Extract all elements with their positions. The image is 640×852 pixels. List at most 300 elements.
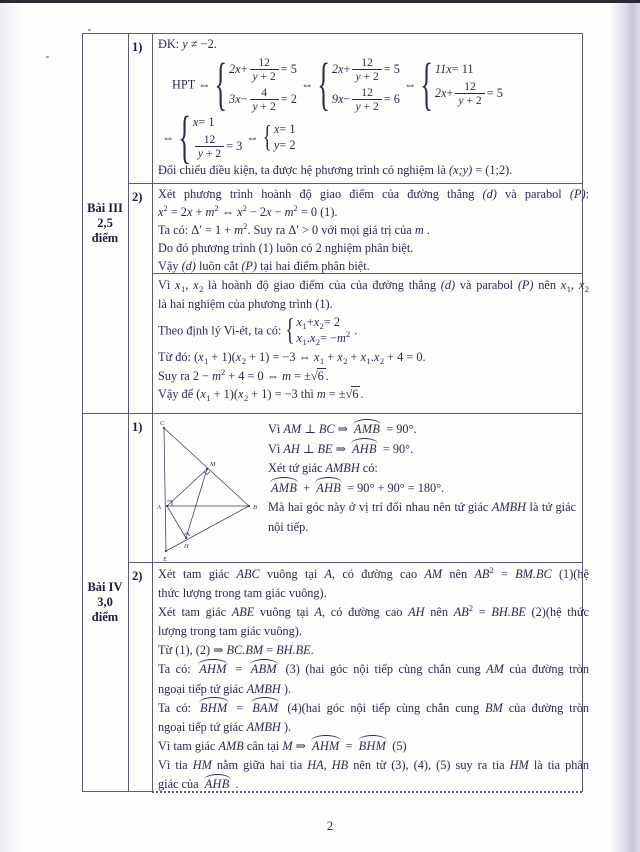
text-line xyxy=(158,186,589,204)
angle-arc: AHB xyxy=(316,480,342,495)
equation-system xyxy=(263,122,296,153)
subscript: 2 xyxy=(379,355,385,366)
angle-arc: AHB xyxy=(204,777,230,792)
text-run: , xyxy=(570,278,579,292)
angle-arc: BHM xyxy=(199,700,228,715)
text-run: Do đó phương trình (1) luôn có 2 nghiệm phân biệt. xyxy=(158,241,414,255)
math-var: A xyxy=(324,567,332,581)
page-number: 2 xyxy=(326,818,334,833)
math-group xyxy=(297,315,307,330)
system-row xyxy=(193,115,242,130)
math-fraction xyxy=(250,56,279,83)
math-group xyxy=(206,205,219,219)
math-group xyxy=(175,278,185,292)
equation-system xyxy=(214,50,297,116)
text-run: là tứ giác xyxy=(526,500,576,515)
figure-point-A xyxy=(166,505,168,507)
math-var: m xyxy=(205,205,215,219)
text-run: Mà hai góc này ở vị trí đối nhau nên tứ giác xyxy=(268,500,492,515)
text-run: , có đường cao xyxy=(332,567,425,581)
text-run: và parabol xyxy=(455,278,518,292)
math-var: x xyxy=(578,278,585,292)
text-line xyxy=(158,699,589,718)
fraction-numerator xyxy=(352,86,381,100)
text-run: = xyxy=(342,738,356,753)
text-run: và parabol xyxy=(496,187,570,201)
math-group xyxy=(314,315,324,330)
math-var: AB xyxy=(474,567,490,581)
text-line xyxy=(158,295,589,314)
text-run: Vì tia xyxy=(158,757,193,772)
text-run: vuông tại xyxy=(259,567,325,581)
bai-4-part-2-number: 2) xyxy=(132,569,143,583)
math-var: BH.BE xyxy=(276,643,311,658)
subscript: 1 xyxy=(566,283,571,294)
fraction-denominator xyxy=(352,100,381,113)
text-run: Xét phương trình hoành độ giao điểm của đường thẳng xyxy=(158,187,483,201)
text-run: 12 xyxy=(361,86,373,99)
text-run: = 90° + 90° = 180°. xyxy=(344,480,445,495)
bai-3-part-1-number: 1) xyxy=(132,40,143,54)
fraction-denominator xyxy=(195,147,224,160)
text-run: 12 xyxy=(464,80,476,93)
math-var: y xyxy=(182,37,188,51)
angle-arc: AHM xyxy=(199,662,227,677)
system-brace: { xyxy=(214,50,227,116)
text-run: = 2 xyxy=(167,205,187,219)
math-var: BH.BE xyxy=(491,605,526,620)
text-run: tại hai điểm phân biệt. xyxy=(257,259,370,273)
text-run: . xyxy=(310,643,314,658)
math-var: AH xyxy=(408,605,425,620)
math-var: AM xyxy=(283,422,302,436)
superscript: 2 xyxy=(243,221,248,231)
system-rows xyxy=(435,62,503,107)
angle-arc: AHB xyxy=(351,441,377,456)
text-run: = xyxy=(263,643,277,658)
text-run: ⇔ xyxy=(297,77,317,92)
text-line xyxy=(158,162,589,180)
math-var: y xyxy=(355,100,361,113)
text-run: Từ (1), (2) ⇒ xyxy=(158,643,227,658)
math-var: HM xyxy=(192,757,212,772)
system-row xyxy=(435,62,503,77)
subscript: 2 xyxy=(243,392,249,403)
text-run: + xyxy=(324,350,338,364)
text-run: + xyxy=(306,315,314,329)
math-group xyxy=(236,350,246,364)
text-run: + 2 xyxy=(360,100,379,113)
subscript: 2 xyxy=(319,320,324,331)
subscript: 2 xyxy=(199,283,204,294)
text-run: ⇔ xyxy=(162,130,178,145)
text-run: (2)(hệ thức xyxy=(525,605,589,620)
text-line xyxy=(158,718,589,737)
math-var: (P) xyxy=(569,187,586,201)
math-var: y xyxy=(458,94,464,107)
text-run: ⇔ xyxy=(400,77,420,92)
math-var: BC xyxy=(318,422,335,436)
math-var: 2x xyxy=(434,86,447,100)
text-run: + 1)( xyxy=(208,350,236,364)
text-run: = xyxy=(473,605,492,620)
math-var: AMBH xyxy=(246,719,281,734)
system-row xyxy=(274,138,296,153)
math-var: M xyxy=(282,738,293,753)
text-run: của đường tròn xyxy=(503,662,589,677)
system-rows xyxy=(332,56,400,113)
text-run: là tia phân xyxy=(528,757,590,772)
math-var: 2x xyxy=(331,62,344,76)
math-group xyxy=(297,331,307,346)
figure-label-E: E xyxy=(163,556,167,563)
math-var: x xyxy=(373,350,380,364)
math-var: y xyxy=(355,70,361,83)
figure-point-E xyxy=(165,550,167,552)
text-run: lượng trong tam giác vuông). xyxy=(158,624,302,639)
text-run: 12 xyxy=(361,56,373,69)
math-var: m xyxy=(212,368,221,383)
text-run: = xyxy=(229,662,248,677)
sqrt xyxy=(345,386,364,401)
system-rows xyxy=(274,122,296,153)
figure-line-BE xyxy=(166,506,249,551)
text-run: . xyxy=(360,387,364,401)
text-run: = xyxy=(493,567,516,581)
math-group xyxy=(285,205,298,219)
math-var: x xyxy=(200,387,206,401)
math-group xyxy=(200,387,210,401)
text-run: = 5 xyxy=(280,62,297,76)
math-var: m xyxy=(337,331,346,345)
figure-label-B: B xyxy=(253,504,257,511)
equation-system xyxy=(178,103,243,169)
fraction-denominator xyxy=(352,70,381,83)
figure-point-H xyxy=(185,537,187,539)
math-group xyxy=(237,205,247,219)
math-var: (P) xyxy=(241,259,258,273)
bai-4-part-2-content xyxy=(152,562,595,794)
text-run: , có đường cao xyxy=(321,605,409,620)
text-run: (5) xyxy=(389,738,407,753)
math-group xyxy=(337,331,350,346)
math-group xyxy=(374,350,384,364)
text-run: ⊥ xyxy=(299,441,318,456)
text-run: : xyxy=(585,187,590,201)
text-run: Vì xyxy=(268,422,284,436)
text-line xyxy=(158,50,589,116)
text-run: ngoại tiếp tứ giác xyxy=(158,681,247,696)
subscript: 1 xyxy=(181,283,186,294)
text-line xyxy=(158,348,589,367)
text-run: ⇔ xyxy=(218,205,238,219)
math-var: x xyxy=(560,278,567,292)
system-brace: { xyxy=(317,50,330,116)
text-line xyxy=(158,737,589,756)
math-var: x xyxy=(186,205,193,219)
math-var: 11x xyxy=(434,62,452,76)
math-var: m xyxy=(284,205,294,219)
text-run: = 90°. xyxy=(383,422,417,436)
fraction-numerator xyxy=(195,133,224,147)
math-var: x xyxy=(273,122,280,136)
equation-system xyxy=(317,50,400,116)
text-run: = 2 xyxy=(323,315,341,329)
text-run: . xyxy=(370,350,374,364)
math-var: AM xyxy=(424,567,443,581)
math-var: x xyxy=(313,315,320,329)
math-var: (d) xyxy=(482,187,497,201)
text-run: = ± xyxy=(325,387,346,401)
text-line xyxy=(158,584,589,603)
text-run: Vậy để ( xyxy=(158,387,201,401)
text-run: = 90°. xyxy=(379,441,414,456)
subscript: 1 xyxy=(206,392,211,403)
fraction-numerator xyxy=(352,56,381,70)
text-run: . xyxy=(306,331,310,345)
text-run: HPT ⇔ xyxy=(172,77,214,92)
scan-edge-right xyxy=(610,3,640,852)
text-run: = 0 (1). xyxy=(297,205,338,219)
text-run: = 5 xyxy=(486,86,503,100)
math-var: HM xyxy=(509,757,529,772)
figure-point-M xyxy=(206,468,208,470)
math-var: m xyxy=(234,223,244,237)
system-row xyxy=(297,315,351,330)
angle-arc: BHM xyxy=(358,738,387,753)
text-run: . xyxy=(325,368,329,383)
text-run: (4)(hai góc nội tiếp cùng chắn cung xyxy=(281,700,486,715)
text-line xyxy=(158,660,589,679)
text-run: Xét tứ giác xyxy=(268,461,326,476)
bai-3-part-2a-content xyxy=(152,183,595,276)
text-run: giác của xyxy=(158,777,202,792)
text-run: 12 xyxy=(203,133,216,146)
text-run: = 6 xyxy=(383,92,400,106)
text-line xyxy=(158,565,589,584)
angle-arc: BAM xyxy=(252,700,279,715)
math-var: x xyxy=(337,350,343,364)
subscript: 1 xyxy=(366,355,371,366)
text-run: = 5 xyxy=(383,62,400,76)
text-run: ≠ −2. xyxy=(187,37,217,51)
math-var: x xyxy=(309,331,316,345)
text-run: . xyxy=(423,223,430,237)
geometry-figure xyxy=(154,417,264,563)
system-rows xyxy=(193,115,242,160)
bai-3-name: Bài III xyxy=(87,200,123,215)
scan-speck xyxy=(88,29,91,31)
bai-4-points: 3,0 xyxy=(97,594,113,609)
text-line xyxy=(268,440,576,460)
bai-3-label-cell xyxy=(82,33,128,413)
subscript: 2 xyxy=(584,283,590,294)
math-var: x xyxy=(296,315,303,329)
math-var: x xyxy=(360,350,367,364)
text-run: có: xyxy=(359,461,378,476)
system-row xyxy=(274,122,296,137)
text-run: ⊥ xyxy=(301,422,319,436)
subscript: 1 xyxy=(319,355,325,366)
equation-system xyxy=(285,315,350,346)
bai-4-label-cell xyxy=(82,413,128,791)
fraction-numerator xyxy=(455,80,484,94)
text-line xyxy=(268,479,576,499)
math-var: x xyxy=(313,350,320,364)
bai-3-points: 2,5 xyxy=(97,215,113,230)
text-run: + 2 xyxy=(203,147,222,160)
math-group xyxy=(337,350,347,364)
text-run: Theo định lý Vi-ét, ta có: xyxy=(158,323,285,338)
text-run: Ta có: xyxy=(158,700,197,715)
text-run: = 3 xyxy=(226,139,243,153)
text-run: = 11 xyxy=(451,62,474,76)
subscript: 2 xyxy=(241,355,246,366)
text-run: + 4 = 0 ⇔ xyxy=(225,368,283,383)
text-run: là hoành độ giao điểm của của đường thẳng xyxy=(203,278,441,292)
text-line xyxy=(158,367,589,386)
math-group xyxy=(561,278,571,292)
text-line xyxy=(158,385,589,404)
math-fraction xyxy=(250,86,279,113)
angle-arc: AMB xyxy=(354,422,381,436)
system-row xyxy=(297,331,351,346)
text-run: ⇒ xyxy=(332,441,349,456)
bai-3-unit: điểm xyxy=(91,230,119,245)
text-line xyxy=(158,240,589,258)
system-row xyxy=(332,86,400,113)
text-run: nên từ (3), (4), (5) suy ra tia xyxy=(348,757,510,772)
text-run: + xyxy=(240,62,248,76)
math-var: y xyxy=(197,147,204,160)
text-run: = 1 xyxy=(279,122,296,136)
math-fraction xyxy=(455,80,484,107)
equation-system xyxy=(420,50,503,116)
math-var: x xyxy=(237,387,244,401)
text-line xyxy=(158,622,589,641)
system-row xyxy=(193,133,242,160)
bai-4-part-1-number: 1) xyxy=(132,420,143,434)
text-run: + xyxy=(343,62,351,76)
figure-label-A: A xyxy=(157,504,161,511)
text-line xyxy=(268,518,576,538)
text-run: của đường tròn xyxy=(502,700,589,715)
text-line xyxy=(268,498,576,518)
text-line xyxy=(158,603,589,622)
text-run: nên xyxy=(533,278,561,292)
text-line xyxy=(158,103,589,169)
math-var: y xyxy=(273,138,280,152)
text-run: − xyxy=(271,205,285,219)
superscript: 2 xyxy=(293,203,298,213)
text-run: − xyxy=(240,92,248,106)
text-line xyxy=(158,276,589,295)
text-run: + 1) = −3 ⇔ xyxy=(246,350,314,364)
math-var: BC.BM xyxy=(226,643,264,658)
text-run: + xyxy=(192,205,206,219)
math-var: AB xyxy=(453,605,469,620)
math-var: x xyxy=(193,278,199,292)
angle-arc: AMB xyxy=(271,480,298,495)
text-run: ⇔ xyxy=(243,130,262,145)
system-row xyxy=(229,86,297,113)
subscript: 1 xyxy=(302,320,307,331)
text-run: ⇒ xyxy=(292,738,310,753)
text-run: + 1)( xyxy=(210,387,238,401)
math-fraction xyxy=(352,56,381,83)
text-run: = ± xyxy=(291,368,311,383)
text-line xyxy=(158,222,589,240)
text-run: Suy ra 2 − xyxy=(158,368,213,383)
text-run: Đối chiếu điều kiện, ta được hệ phương trình có nghiệm là xyxy=(158,163,449,177)
figure-point-B xyxy=(248,505,250,507)
math-var: x xyxy=(192,115,199,129)
scan-edge-top xyxy=(0,0,640,3)
math-var: AH xyxy=(283,441,300,456)
text-run: Xét tam giác xyxy=(158,605,232,620)
subscript: 2 xyxy=(315,336,321,347)
math-var: AMB xyxy=(218,738,244,753)
text-run: . xyxy=(351,323,358,338)
math-var: ABE xyxy=(231,605,255,620)
text-run: thức lượng trong tam giác vuông). xyxy=(158,586,327,601)
text-run: ĐK: xyxy=(158,37,183,51)
math-group xyxy=(212,366,226,383)
text-run: ). xyxy=(280,681,292,696)
text-run: + 2 xyxy=(463,94,482,107)
text-run: cân tại xyxy=(243,738,283,753)
math-var: HA, HB xyxy=(307,757,349,772)
subscript: 1 xyxy=(204,355,209,366)
sqrt xyxy=(311,368,326,383)
text-run: + 4 = 0. xyxy=(384,350,426,364)
system-row xyxy=(332,56,400,83)
math-group xyxy=(198,350,208,364)
text-run: + xyxy=(347,350,361,364)
text-line xyxy=(268,459,576,479)
bai-4-unit: điểm xyxy=(91,609,119,624)
math-var: BE xyxy=(317,441,333,456)
math-var: 3x xyxy=(228,92,241,106)
math-var: BM xyxy=(485,700,503,715)
bai-3-part-2b-content xyxy=(152,273,595,416)
system-rows xyxy=(229,56,297,113)
figure-label-M: M xyxy=(210,461,216,468)
text-run: (3) (hai góc nội tiếp cùng chắn cung xyxy=(279,662,487,677)
superscript: 2 xyxy=(345,329,351,339)
text-run: Vậy xyxy=(158,259,182,273)
bai-3-part-2-number: 2) xyxy=(132,190,143,204)
scan-edge-left xyxy=(0,3,22,852)
text-run: = xyxy=(230,700,250,715)
system-brace: { xyxy=(262,120,272,155)
text-run: − xyxy=(343,92,351,106)
math-var: x xyxy=(235,350,242,364)
system-brace: { xyxy=(420,50,433,116)
text-line xyxy=(158,756,589,775)
text-line xyxy=(158,680,589,699)
math-var: m xyxy=(282,368,292,383)
fraction-numerator xyxy=(250,56,279,70)
radical-sign: √ xyxy=(345,387,352,401)
math-var: AMBH xyxy=(246,681,281,696)
math-group xyxy=(193,278,203,292)
text-run: + 2 xyxy=(257,100,276,113)
text-run: Vì xyxy=(268,441,284,456)
text-line xyxy=(158,775,589,794)
math-fraction xyxy=(352,86,381,113)
text-run: luôn cắt xyxy=(195,259,242,273)
